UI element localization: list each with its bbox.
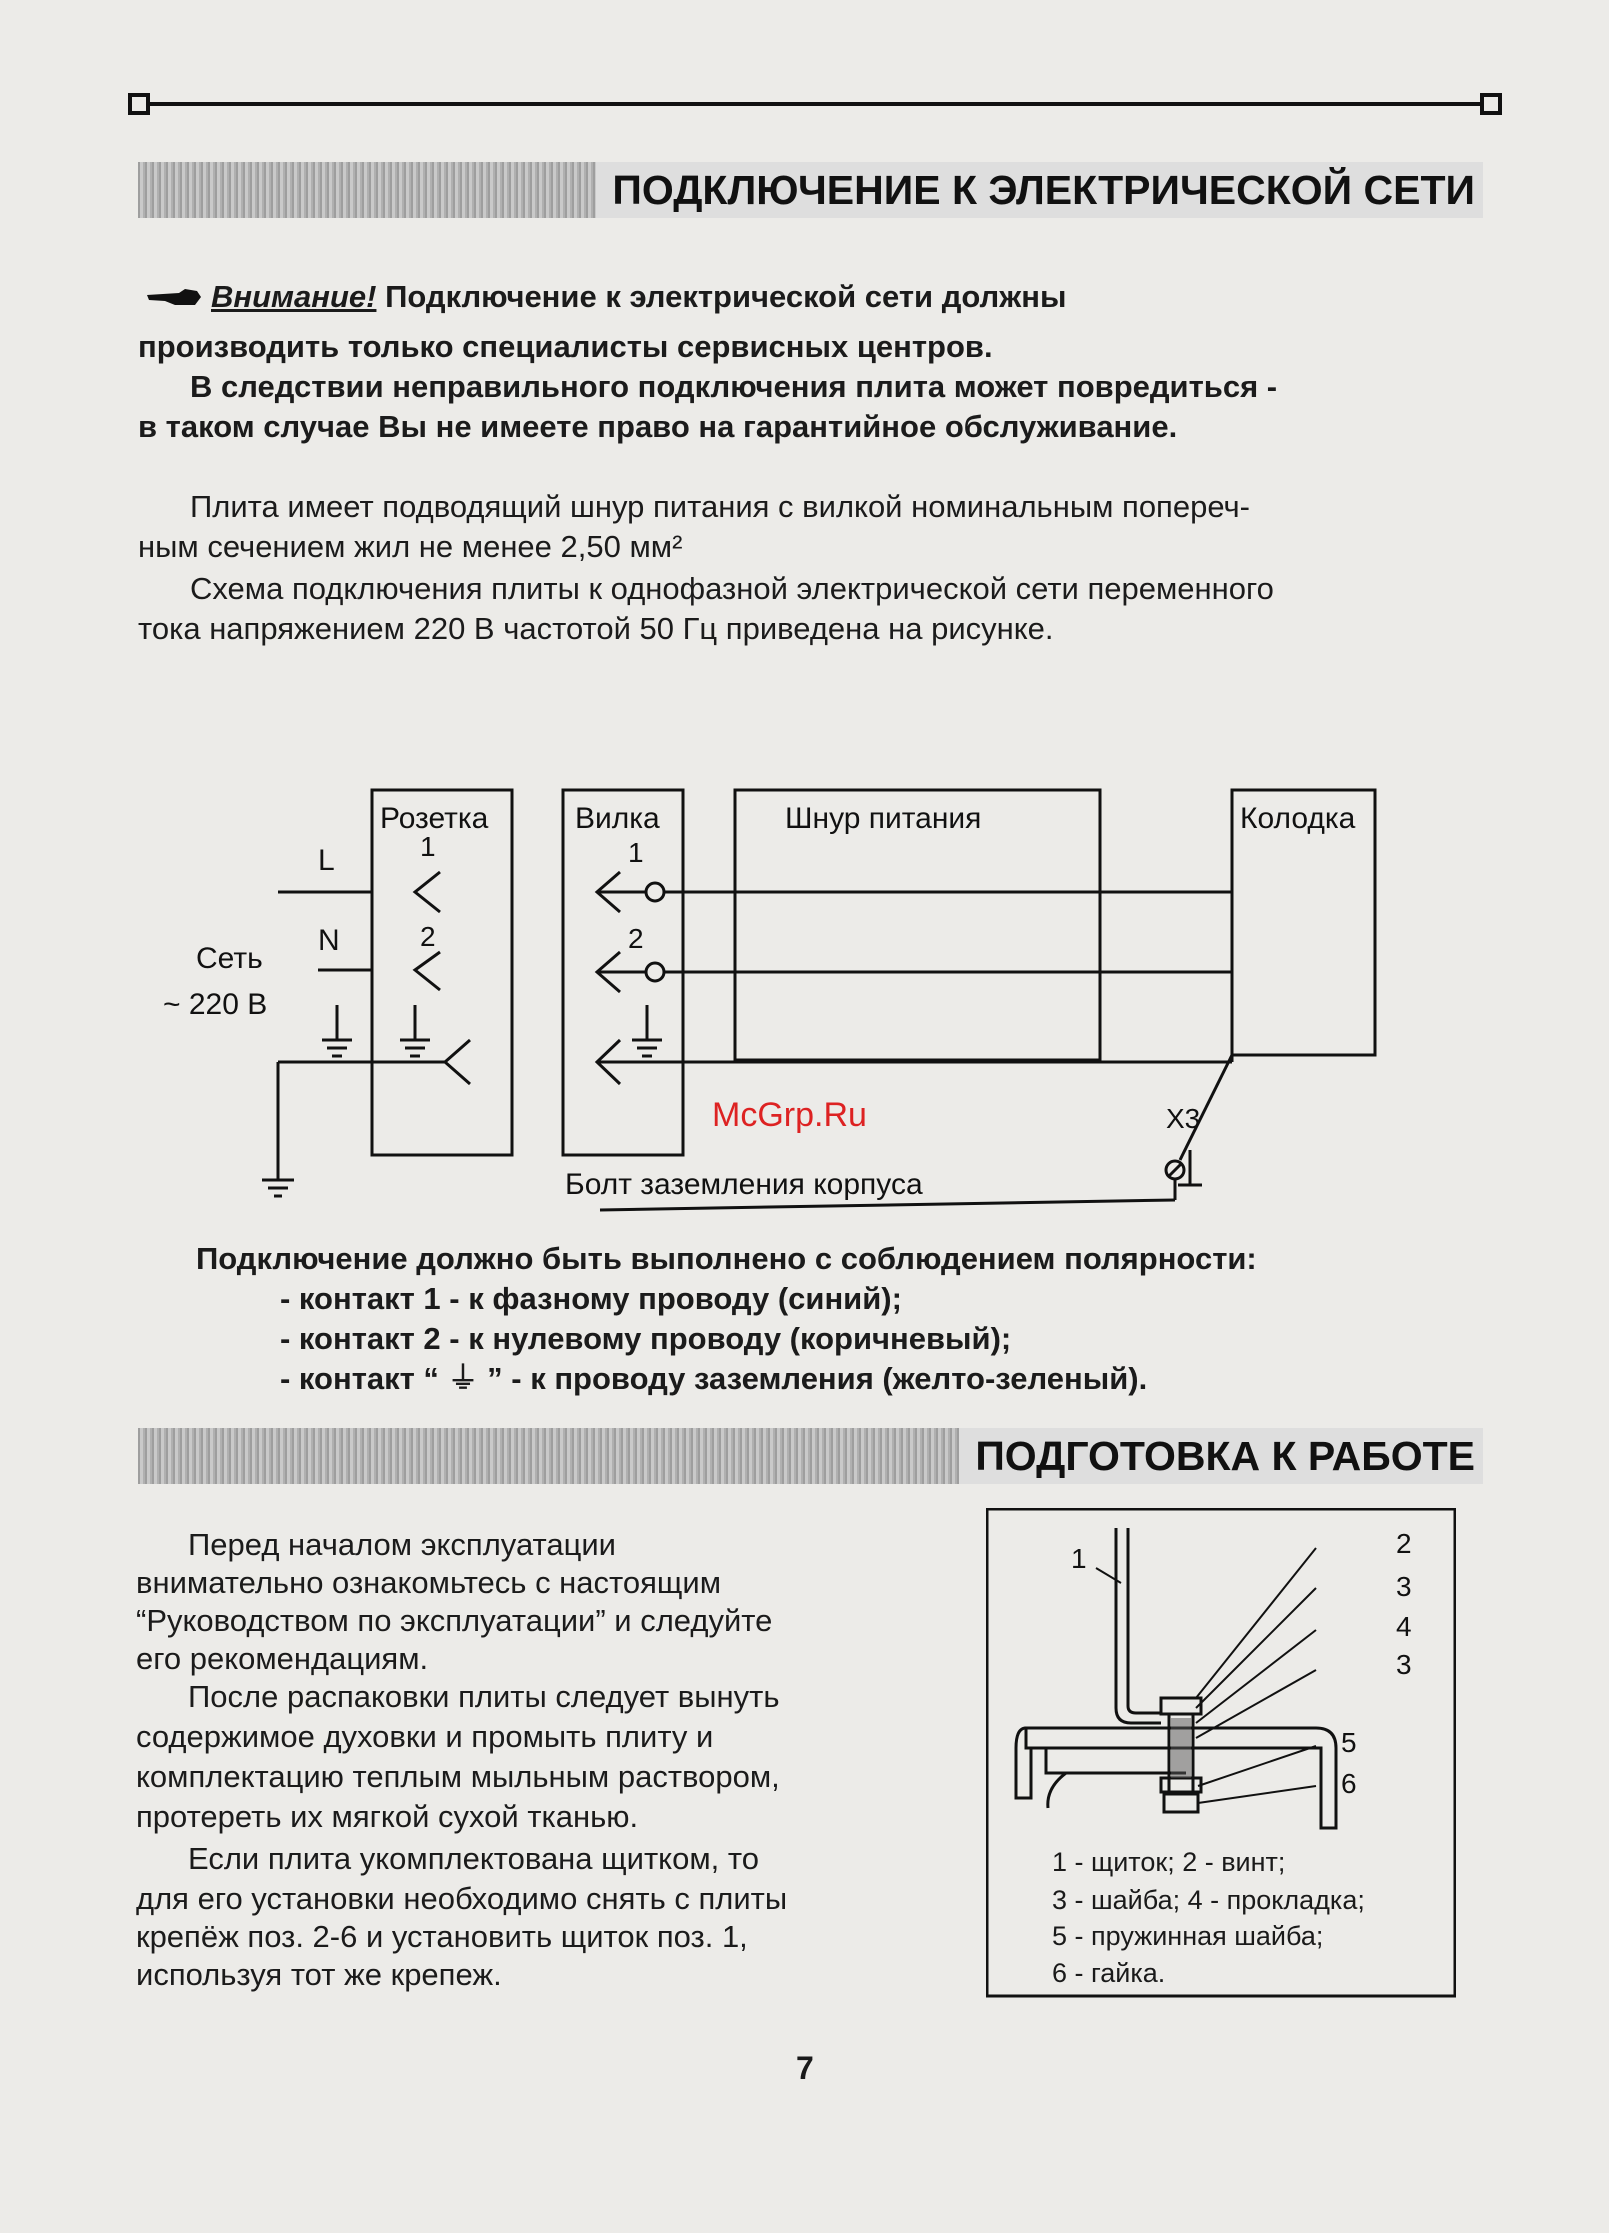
prep-line-10: для его установки необходимо снять с плиты — [136, 1881, 788, 1916]
callout-6: 6 — [1341, 1768, 1357, 1799]
leader-6 — [1198, 1786, 1316, 1803]
page-number: 7 — [796, 2050, 814, 2086]
consequence-line2: в таком случае Вы не имеете право на гарантийное обслуживание. — [138, 409, 1178, 444]
socket-pin-1: 1 — [420, 831, 436, 862]
label-L: L — [318, 844, 335, 877]
prep-line-7: комплектацию теплым мыльным раствором, — [136, 1759, 780, 1794]
label-socket: Розетка — [380, 802, 489, 835]
callout-5: 5 — [1341, 1727, 1357, 1758]
prep-line-4: его рекомендациям. — [136, 1641, 429, 1676]
prep-line-2: внимательно ознакомьтесь с настоящим — [136, 1565, 722, 1600]
label-block: Колодка — [1240, 802, 1356, 835]
label-cord: Шнур питания — [785, 802, 982, 835]
consequence-line1: В следствии неправильного подключения плита может повредиться - — [190, 369, 1278, 404]
cord-line2: ным сечением жил не менее 2,50 мм² — [138, 529, 683, 564]
callout-3a: 3 — [1396, 1571, 1412, 1602]
plug-pin-2: 2 — [628, 923, 644, 954]
callout-2: 2 — [1396, 1528, 1412, 1559]
prep-line-1: Перед началом эксплуатации — [188, 1527, 616, 1562]
plug-pin-1: 1 — [628, 837, 644, 868]
figure-legend-4: 6 - гайка. — [1052, 1958, 1166, 1988]
label-x3: Х3 — [1166, 1103, 1201, 1134]
callout-3b: 3 — [1396, 1649, 1412, 1680]
cord-line1: Плита имеет подводящий шнур питания с вилкой номинальным попереч- — [190, 489, 1251, 524]
leader-5 — [1198, 1746, 1316, 1786]
polarity-heading: Подключение должно быть выполнено с соблюдением полярности: — [196, 1241, 1257, 1276]
scheme-line1: Схема подключения плиты к однофазной электрической сети переменного — [190, 571, 1274, 606]
callout-1: 1 — [1071, 1543, 1087, 1574]
section1-title: ПОДКЛЮЧЕНИЕ К ЭЛЕКТРИЧЕСКОЙ СЕТИ — [596, 162, 1483, 218]
leader-3a — [1196, 1588, 1316, 1708]
watermark: McGrp.Ru — [712, 1096, 867, 1134]
prep-line-6: содержимое духовки и промыть плиту и — [136, 1719, 714, 1754]
section2-title: ПОДГОТОВКА К РАБОТЕ — [959, 1428, 1483, 1484]
label-bolt: Болт заземления корпуса — [565, 1168, 923, 1201]
polarity-item-1: - контакт 1 - к фазному проводу (синий); — [280, 1281, 902, 1316]
scheme-line2: тока напряжением 220 В частотой 50 Гц приведена на рисунке. — [138, 611, 1054, 646]
socket-box — [372, 790, 512, 1155]
prep-line-11: крепёж поз. 2-6 и установить щиток поз. 1, — [136, 1919, 748, 1954]
label-plug: Вилка — [575, 802, 660, 835]
callout-4: 4 — [1396, 1611, 1412, 1642]
polarity-item-2: - контакт 2 - к нулевому проводу (коричневый); — [280, 1321, 1012, 1356]
socket-pin-2: 2 — [420, 921, 436, 952]
prep-line-5: После распаковки плиты следует вынуть — [188, 1679, 780, 1714]
warning-text: Подключение к электрической сети должны — [385, 279, 1067, 314]
figure-legend-1: 1 - щиток; 2 - винт; — [1052, 1847, 1286, 1877]
figure-legend-3: 5 - пружинная шайба; — [1052, 1921, 1324, 1951]
prep-line-9: Если плита укомплектована щитком, то — [188, 1841, 759, 1876]
label-voltage: ~ 220 В — [163, 988, 268, 1021]
warning-label: Внимание! — [211, 279, 377, 314]
prep-line-8: протереть их мягкой сухой тканью. — [136, 1799, 639, 1834]
shield-shape — [1116, 1528, 1161, 1723]
label-network: Сеть — [196, 942, 263, 975]
polarity-item-3: - контакт “ ⏚ ” - к проводу заземления (желто-зеленый). — [280, 1361, 1148, 1396]
prep-line-3: “Руководством по эксплуатации” и следуйте — [136, 1603, 773, 1638]
figure-legend-2: 3 - шайба; 4 - прокладка; — [1052, 1885, 1365, 1915]
warning-line2: производить только специалисты сервисных центров. — [138, 329, 993, 364]
section2-header-bar — [138, 1428, 1483, 1484]
label-N: N — [318, 924, 340, 957]
prep-line-12: используя тот же крепеж. — [136, 1957, 502, 1992]
